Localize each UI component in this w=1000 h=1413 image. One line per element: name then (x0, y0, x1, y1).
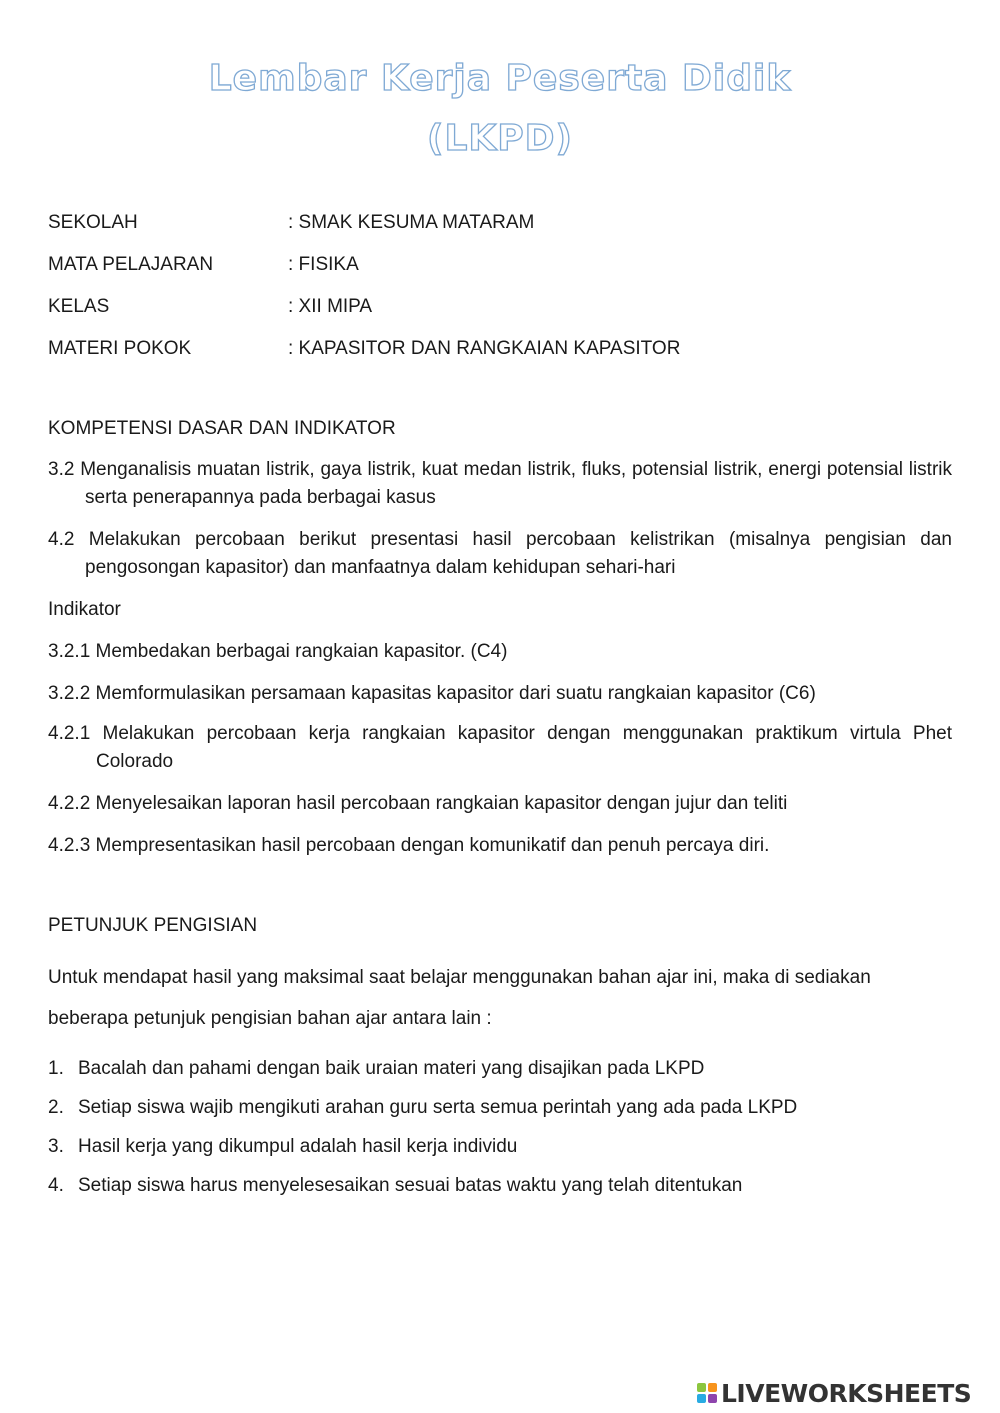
petunjuk-intro-line-2: beberapa petunjuk pengisian bahan ajar antara lain : (48, 1008, 492, 1029)
info-value: : XII MIPA (288, 296, 373, 317)
list-item (48, 1058, 704, 1080)
info-label: KELAS (48, 296, 110, 317)
list-item-number: 4. (48, 1175, 64, 1196)
petunjuk-heading: PETUNJUK PENGISIAN (48, 915, 258, 936)
info-value: : KAPASITOR DAN RANGKAIAN KAPASITOR (288, 338, 681, 359)
logo-blocks-icon (697, 1383, 717, 1403)
logo-text: LIVEWORKSHEETS (721, 1378, 972, 1408)
kd-item: 3.2 Menganalisis muatan listrik, gaya listrik, kuat medan listrik, fluks, potensial listrik, energi potensial listrik serta penerapannya pada berbagai kasus (48, 459, 952, 508)
indikator-item: 4.2.2 Menyelesaikan laporan hasil percobaan rangkaian kapasitor dengan jujur dan teliti (48, 793, 788, 814)
kd-item: 4.2 Melakukan percobaan berikut presentasi hasil percobaan kelistrikan (misalnya pengisian dan pengosongan kapasitor) dan manfaatnya dalam kehidupan sehari-hari (48, 529, 952, 578)
list-item (48, 1097, 797, 1119)
indikator-item: 3.2.1 Membedakan berbagai rangkaian kapasitor. (C4) (48, 641, 508, 662)
indikator-item: 3.2.2 Memformulasikan persamaan kapasitas kapasitor dari suatu rangkaian kapasitor (C6) (48, 683, 816, 704)
info-value: : SMAK KESUMA MATARAM (288, 212, 535, 233)
info-label: MATERI POKOK (48, 338, 192, 359)
info-label: MATA PELAJARAN (48, 254, 214, 275)
list-item (48, 1175, 742, 1197)
title-line-2: (LKPD) (426, 118, 573, 159)
list-item-number: 3. (48, 1136, 64, 1157)
liveworksheets-logo[interactable] (697, 1378, 971, 1408)
list-item-text: Setiap siswa wajib mengikuti arahan guru serta semua perintah yang ada pada LKPD (78, 1097, 798, 1118)
info-label: SEKOLAH (48, 212, 138, 233)
list-item-text: Bacalah dan pahami dengan baik uraian materi yang disajikan pada LKPD (78, 1058, 705, 1079)
info-value: : FISIKA (288, 254, 359, 275)
kompetensi-heading: KOMPETENSI DASAR DAN INDIKATOR (48, 418, 396, 439)
list-item-number: 1. (48, 1058, 64, 1079)
list-item-number: 2. (48, 1097, 64, 1118)
title-line-1: Lembar Kerja Peserta Didik (208, 58, 792, 99)
list-item-text: Hasil kerja yang dikumpul adalah hasil kerja individu (78, 1136, 518, 1157)
petunjuk-intro-line-1: Untuk mendapat hasil yang maksimal saat belajar menggunakan bahan ajar ini, maka di sediakan (48, 967, 871, 988)
indikator-heading: Indikator (48, 599, 121, 620)
list-item-text: Setiap siswa harus menyelesesaikan sesuai batas waktu yang telah ditentukan (78, 1175, 743, 1196)
list-item (48, 1136, 517, 1158)
indikator-item: 4.2.1 Melakukan percobaan kerja rangkaian kapasitor dengan menggunakan praktikum virtula Phet Colorado (48, 723, 952, 772)
indikator-item: 4.2.3 Mempresentasikan hasil percobaan dengan komunikatif dan penuh percaya diri. (48, 835, 770, 856)
